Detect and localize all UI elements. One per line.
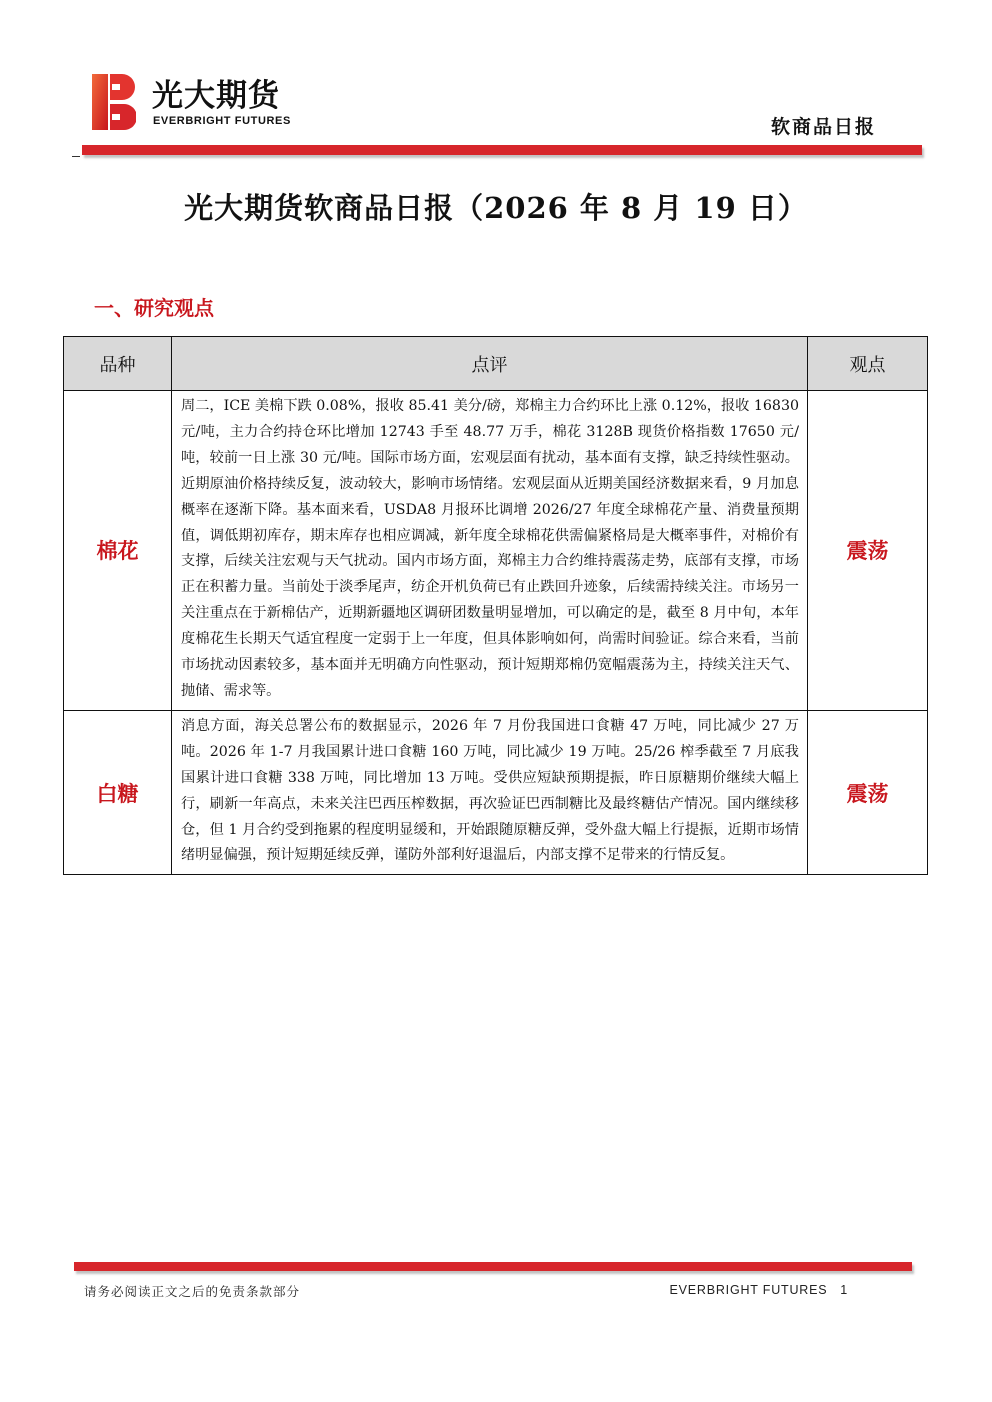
comment-cell: 周二，ICE 美棉下跌 0.08%，报收 85.41 美分/磅，郑棉主力合约环比上涨 0.12%，报收 16830 元/吨，主力合约持仓环比增加 12743 手至 48.77 万手，棉花 3128B 现货价格指数 17650 元/吨，较前一日上涨 30 元/吨。国际市场方面，宏观层面有扰动，基本面有支撑，缺乏持续性驱动。近期原油价格持续反复，波动较大，影响市场情绪。宏观层面从近期美国经济数据来看，9 月加息概率在逐渐下降。基本面来看，USDA8 月报环比调增 2026/27 年度全球棉花产量、消费量预期值，调低期初库存，期末库存也相应调减，新年度全球棉花供需偏紧格局是大概率事件，对棉价有支撑，后续关注宏观与天气扰动。国内市场方面，郑棉主力合约维持震荡走势，底部有支撑，市场正在积蓄力量。当前处于淡季尾声，纺企开机负荷已有止跌回升迹象，后续需持续关注。市场另一关注重点在于新棉估产，近期新疆地区调研团数量明显增加，可以确定的是，截至 8 月中旬，本年度棉花生长期天气适宜程度一定弱于上一年度，但具体影响如何，尚需时间验证。综合来看，当前市场扰动因素较多，基本面并无明确方向性驱动，预计短期郑棉仍宽幅震荡为主，持续关注天气、抛储、需求等。 xyxy=(172,391,808,711)
table-header-row xyxy=(64,337,928,391)
header-red-rule xyxy=(82,145,922,155)
table-row-sugar xyxy=(64,710,928,874)
page-number: 1 xyxy=(840,1283,848,1297)
header-report-name: 软商品日报 xyxy=(770,116,876,138)
research-view-table xyxy=(63,336,928,875)
table-row-cotton xyxy=(64,391,928,711)
page-title: 光大期货软商品日报（2026 年 8 月 19 日） xyxy=(184,191,808,225)
variety-cell: 棉花 xyxy=(64,391,172,711)
variety-cell: 白糖 xyxy=(64,710,172,874)
footer-red-rule xyxy=(74,1262,912,1271)
brand-name-cn: 光大期货 xyxy=(152,78,280,114)
footer-disclaimer: 请务必阅读正文之后的免责条款部分 xyxy=(84,1284,301,1299)
header-view: 观点 xyxy=(808,337,928,391)
everbright-logo-icon xyxy=(92,74,136,130)
footer-company-page xyxy=(669,1283,848,1297)
view-cell: 震荡 xyxy=(808,391,928,711)
header-tick-divider xyxy=(72,156,80,157)
header-comment: 点评 xyxy=(172,337,808,391)
comment-cell: 消息方面，海关总署公布的数据显示，2026 年 7 月份我国进口食糖 47 万吨，同比减少 27 万吨。2026 年 1-7 月我国累计进口食糖 160 万吨，同比减少 19 万吨。25/26 榨季截至 7 月底我国累计进口食糖 338 万吨，同比增加 13 万吨。受供应短缺预期提振，昨日原糖期价继续大幅上行，刷新一年高点，未来关注巴西压榨数据，再次验证巴西制糖比及最终糖估产情况。国内继续移仓，但 1 月合约受到拖累的程度明显缓和，开始跟随原糖反弹，受外盘大幅上行提振，近期市场情绪明显偏强，预计短期延续反弹，谨防外部利好退温后，内部支撑不足带来的行情反复。 xyxy=(172,710,808,874)
footer-company: EVERBRIGHT FUTURES xyxy=(669,1283,828,1297)
brand-name-en: EVERBRIGHT FUTURES xyxy=(153,115,291,127)
header-variety: 品种 xyxy=(64,337,172,391)
section-heading: 一、研究观点 xyxy=(94,296,214,320)
view-cell: 震荡 xyxy=(808,710,928,874)
